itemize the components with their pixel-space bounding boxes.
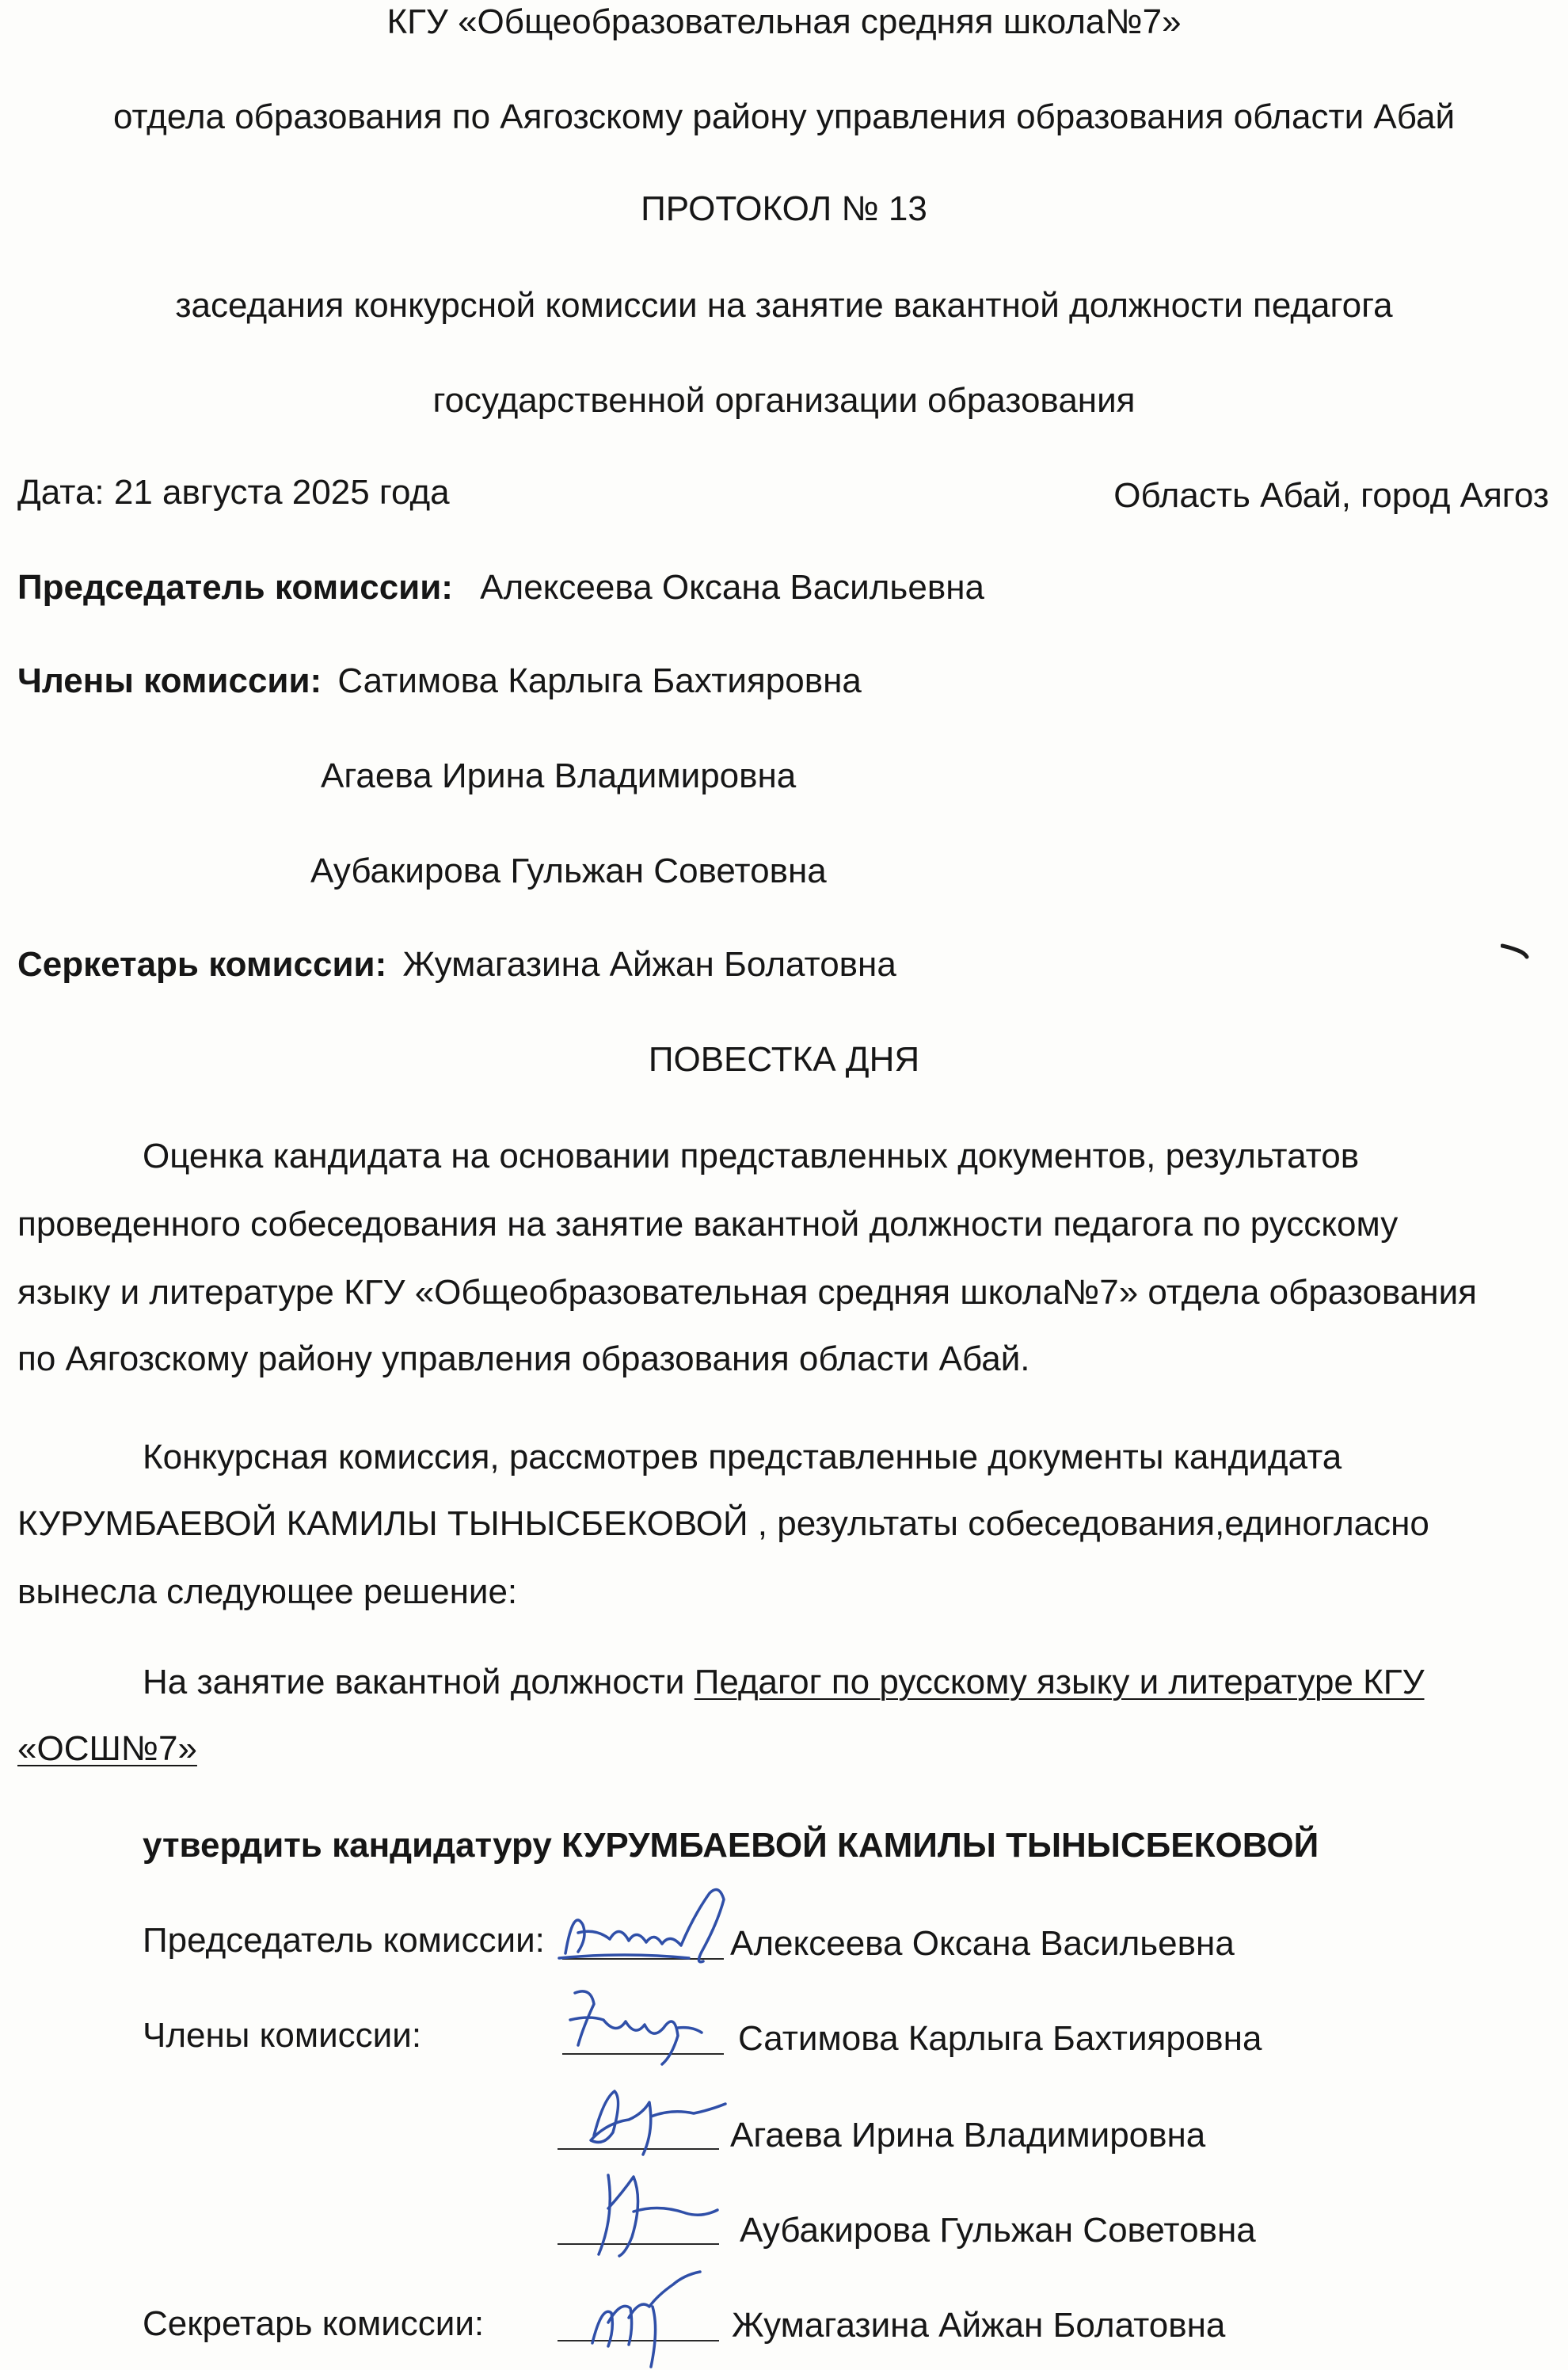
chair-name: Алексеева Оксана Васильевна <box>480 568 984 607</box>
position-value: Педагог по русскому языку и литературе КГУ <box>694 1663 1425 1701</box>
member-name: Сатимова Карлыга Бахтияровна <box>337 661 862 700</box>
secretary-name: Жумагазина Айжан Болатовна <box>402 945 896 984</box>
department-line: отдела образования по Аягозскому району управления образования области Абай <box>112 97 1456 136</box>
chair-row <box>17 567 984 608</box>
agenda-line: проведенного собеседования на занятие вакантной должности педагога по русскому <box>17 1205 1399 1244</box>
chair-signature-icon <box>554 1876 776 1971</box>
member-signature-icon <box>567 2067 749 2162</box>
sign-member-name: Агаева Ирина Владимировна <box>730 2116 1206 2155</box>
position-value-end: «ОСШ№7» <box>17 1729 197 1768</box>
member-signature-icon <box>567 2161 757 2264</box>
ink-mark <box>1501 943 1529 960</box>
agenda-line: по Аягозскому району управления образования области Абай. <box>17 1339 1030 1378</box>
agenda-line: Оценка кандидата на основании представленных документов, результатов <box>143 1137 1360 1175</box>
subtitle-line-2: государственной организации образования <box>432 381 1136 420</box>
protocol-title: ПРОТОКОЛ № 13 <box>641 189 927 228</box>
sign-secretary-name: Жумагазина Айжан Болатовна <box>732 2306 1226 2345</box>
members-row <box>17 661 862 702</box>
meeting-date: Дата: 21 августа 2025 года <box>17 473 450 512</box>
decision-line: Конкурсная комиссия, рассмотрев представленные документы кандидата <box>143 1438 1342 1476</box>
member-signature-icon <box>559 1980 765 2067</box>
subtitle-line-1: заседания конкурсной комиссии на занятие вакантной должности педагога <box>175 286 1393 325</box>
agenda-heading: ПОВЕСТКА ДНЯ <box>648 1040 920 1079</box>
sign-secretary-label: Секретарь комиссии: <box>143 2304 485 2343</box>
sign-members-label: Члены комиссии: <box>143 2016 422 2055</box>
decision-line: КУРУМБАЕВОЙ КАМИЛЫ ТЫНЫСБЕКОВОЙ , результаты собеседования,единогласно <box>17 1504 1429 1543</box>
org-title: КГУ «Общеобразовательная средняя школа№7» <box>386 2 1182 41</box>
position-prefix: На занятие вакантной должности <box>143 1663 695 1701</box>
members-label: Члены комиссии: <box>17 661 322 700</box>
chair-label: Председатель комиссии: <box>17 568 453 607</box>
decision-line: вынесла следующее решение: <box>17 1572 518 1611</box>
member-name: Агаева Ирина Владимировна <box>321 756 797 795</box>
resolution: утвердить кандидатуру КУРУМБАЕВОЙ КАМИЛЫ ТЫНЫСБЕКОВОЙ <box>143 1826 1319 1865</box>
member-name: Аубакирова Гульжан Советовна <box>310 852 827 890</box>
sign-chair-label: Председатель комиссии: <box>143 1921 545 1960</box>
meeting-place: Область Абай, город Аягоз <box>1113 476 1549 515</box>
secretary-signature-icon <box>573 2258 771 2370</box>
sign-member-name: Аубакирова Гульжан Советовна <box>740 2211 1256 2250</box>
secretary-label: Серкетарь комиссии: <box>17 945 387 984</box>
position-row <box>143 1662 1425 1703</box>
sign-member-name: Сатимова Карлыга Бахтияровна <box>738 2019 1262 2058</box>
secretary-row <box>17 944 896 985</box>
sign-chair-name: Алексеева Оксана Васильевна <box>730 1924 1235 1963</box>
agenda-line: языку и литературе КГУ «Общеобразовательная средняя школа№7» отдела образования <box>17 1273 1477 1312</box>
position-row-continued <box>17 1728 197 1770</box>
